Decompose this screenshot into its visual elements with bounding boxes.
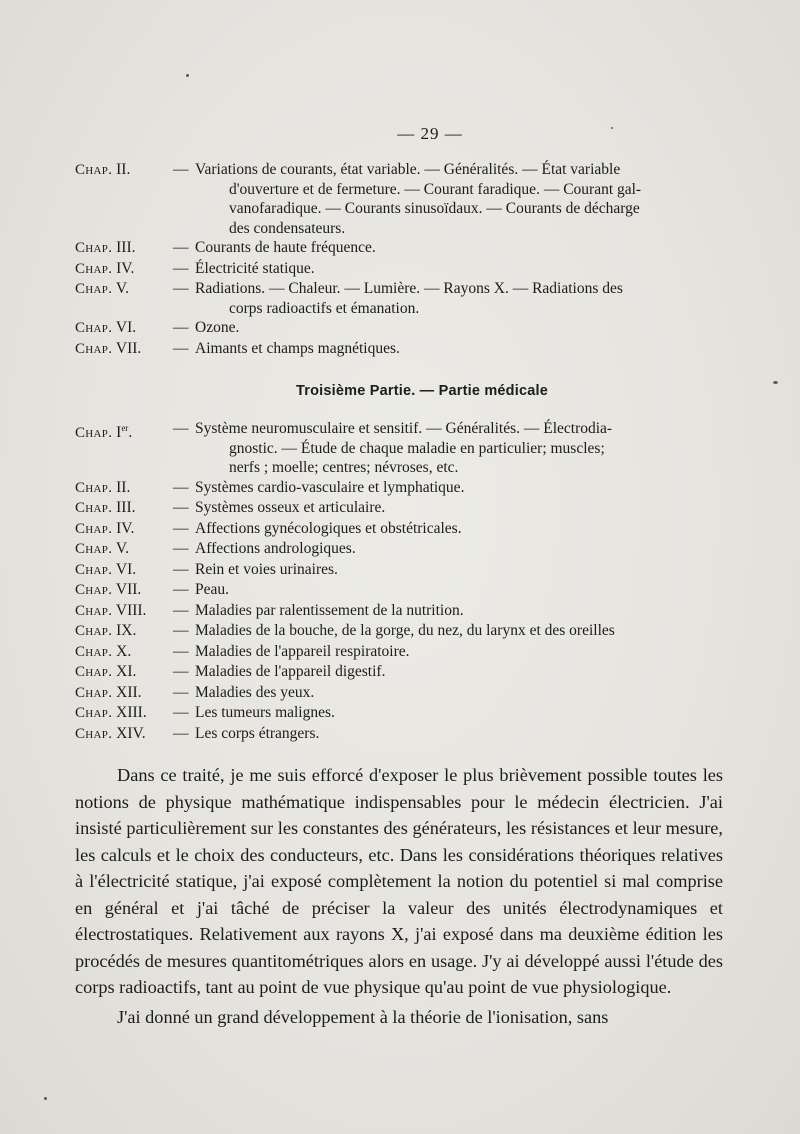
chapter-dash: — — [173, 161, 189, 178]
chapter-title-line: d'ouverture et de fermeture. — Courant faradique. — Courant gal- — [229, 180, 642, 198]
scan-speck — [186, 74, 189, 77]
chapter-title — [195, 724, 735, 744]
chapter-dash: — — [173, 319, 189, 336]
chapter-dash: — — [173, 601, 189, 619]
toc-entry — [75, 419, 735, 478]
toc-entry — [75, 683, 735, 704]
chapter-title-line: vanofaradique. — Courants sinusoïdaux. — Courants de décharge — [229, 200, 640, 217]
chapter-label: Chap. III. — [75, 239, 136, 256]
scan-speck — [44, 1097, 47, 1100]
chapter-title — [195, 560, 735, 580]
toc-entry — [75, 642, 735, 663]
chapter-label: Chap. VII. — [75, 339, 142, 357]
chapter-title — [195, 478, 735, 498]
chapter-title-line: Aimants et champs magnétiques. — [195, 339, 400, 357]
chapter-dash: — — [173, 540, 189, 557]
chapter-title-line: Les tumeurs malignes. — [195, 704, 335, 721]
chapter-title — [195, 279, 735, 318]
toc-entry — [75, 339, 735, 360]
chapter-dash: — — [173, 581, 189, 598]
chapter-dash: — — [173, 642, 189, 660]
chapter-title — [195, 318, 735, 338]
chapter-dash: — — [173, 724, 189, 742]
chapter-title-line: Ozone. — [195, 319, 240, 336]
toc-entry — [75, 539, 735, 560]
toc-entry — [75, 580, 735, 601]
chapter-title — [195, 703, 735, 723]
toc-entry — [75, 560, 735, 581]
chapter-title — [195, 498, 735, 518]
chapter-title-line: Affections andrologiques. — [195, 540, 356, 557]
chapter-title-line: Courants de haute fréquence. — [195, 239, 376, 256]
chapter-title — [195, 539, 735, 559]
chapter-title — [195, 259, 735, 279]
chapter-title-line: Maladies de la bouche, de la gorge, du nez, du larynx et des oreilles — [195, 622, 615, 639]
chapter-title-line: Radiations. — Chaleur. — Lumière. — Rayons X. — Radiations des — [195, 280, 623, 297]
chapter-title-line: gnostic. — Étude de chaque maladie en particulier; muscles; — [229, 439, 605, 457]
chapter-label: Chap. III. — [75, 499, 136, 516]
table-of-contents-part-2 — [75, 160, 735, 359]
toc-entry — [75, 238, 735, 259]
toc-entry — [75, 318, 735, 339]
chapter-title-line: Électricité statique. — [195, 259, 315, 277]
chapter-label: Chap. II. — [75, 478, 131, 496]
chapter-title — [195, 580, 735, 600]
chapter-label: Chap. VI. — [75, 319, 137, 336]
chapter-title-line: corps radioactifs et émanation. — [229, 299, 420, 317]
chapter-title-line: Maladies par ralentissement de la nutrition. — [195, 601, 464, 619]
chapter-dash: — — [173, 259, 189, 277]
toc-entry — [75, 724, 735, 745]
scan-speck — [611, 127, 613, 129]
chapter-dash: — — [173, 239, 189, 256]
toc-entry — [75, 498, 735, 519]
chapter-label: Chap. IX. — [75, 622, 137, 639]
scan-speck — [773, 381, 778, 384]
chapter-dash: — — [173, 420, 189, 437]
toc-entry — [75, 519, 735, 540]
toc-entry — [75, 279, 735, 318]
chapter-title — [195, 621, 735, 641]
toc-entry — [75, 621, 735, 642]
toc-entry — [75, 478, 735, 499]
chapter-dash: — — [173, 683, 189, 701]
chapter-title — [195, 601, 735, 621]
section-heading: Troisième Partie. — Partie médicale — [295, 383, 548, 399]
chapter-label: Chap. VII. — [75, 581, 142, 598]
chapter-label: Chap. II. — [75, 161, 131, 178]
chapter-title — [195, 683, 735, 703]
chapter-label: Chap. V. — [75, 280, 129, 297]
table-of-contents-part-3 — [75, 419, 735, 744]
chapter-title-line: Peau. — [195, 581, 230, 598]
chapter-label: Chap. IV. — [75, 259, 135, 277]
chapter-title-line: Maladies de l'appareil respiratoire. — [195, 642, 410, 660]
chapter-title-line: Les corps étrangers. — [195, 724, 320, 742]
chapter-label: Chap. IV. — [75, 519, 135, 537]
chapter-dash: — — [173, 339, 189, 357]
chapter-dash: — — [173, 560, 189, 578]
chapter-label: Chap. Ier. — [75, 423, 133, 442]
chapter-label: Chap. XII. — [75, 683, 142, 701]
chapter-title-line: Rein et voies urinaires. — [195, 560, 338, 578]
toc-entry — [75, 601, 735, 622]
chapter-title-line: Maladies de l'appareil digestif. — [195, 663, 386, 680]
chapter-title — [195, 642, 735, 662]
body-text — [75, 762, 723, 1030]
chapter-title — [195, 419, 735, 478]
chapter-label: Chap. X. — [75, 642, 132, 660]
chapter-dash: — — [173, 280, 189, 297]
chapter-title-line: nerfs ; moelle; centres; névroses, etc. — [229, 459, 459, 476]
chapter-dash: — — [173, 499, 189, 516]
chapter-dash: — — [173, 519, 189, 537]
chapter-title-line: Variations de courants, état variable. — Généralités. — État variable — [195, 161, 621, 178]
chapter-title-line: Systèmes osseux et articulaire. — [195, 499, 386, 516]
chapter-title — [195, 519, 735, 539]
chapter-title — [195, 662, 735, 682]
chapter-label: Chap. XIII. — [75, 704, 147, 721]
toc-entry — [75, 662, 735, 683]
chapter-title — [195, 238, 735, 258]
chapter-label: Chap. VI. — [75, 560, 137, 578]
chapter-label: Chap. V. — [75, 540, 129, 557]
chapter-title — [195, 339, 735, 359]
chapter-label: Chap. VIII. — [75, 601, 147, 619]
toc-entry — [75, 160, 735, 238]
chapter-label: Chap. XIV. — [75, 724, 146, 742]
chapter-dash: — — [173, 704, 189, 721]
page-number: — 29 — — [397, 124, 463, 143]
chapter-dash: — — [173, 663, 189, 680]
chapter-dash: — — [173, 478, 189, 496]
paragraph: Dans ce traité, je me suis efforcé d'exposer le plus brièvement possible toutes les notions de physique mathématique indispensables pour le médecin électricien. J'ai insisté particulièrement sur les constantes des générateurs, les résistances et leur mesure, les calculs et le choix des conducteurs, etc. Dans les considérations théoriques relatives à l'électricité statique, j'ai exposé complètement la notion du potentiel si mal comprise en général et j'ai tâché de préciser la valeur des unités électrodynamiques et électrostatiques. Relativement aux rayons X, j'ai exposé dans ma deuxième édition les procédés de mesures quantitométriques alors en usage. J'y ai développé aussi l'étude des corps radioactifs, tant au point de vue physique qu'au point de vue physiologique. — [75, 765, 723, 997]
chapter-title-line: des condensateurs. — [229, 219, 346, 237]
paragraph: J'ai donné un grand développement à la théorie de l'ionisation, sans — [117, 1006, 609, 1027]
chapter-dash: — — [173, 622, 189, 639]
toc-entry — [75, 259, 735, 280]
chapter-title-line: Système neuromusculaire et sensitif. — Généralités. — Électrodia- — [195, 420, 613, 437]
chapter-title-line: Maladies des yeux. — [195, 683, 315, 701]
chapter-label: Chap. XI. — [75, 663, 137, 680]
chapter-title-line: Affections gynécologiques et obstétricales. — [195, 519, 462, 537]
chapter-title-line: Systèmes cardio-vasculaire et lymphatique. — [195, 478, 465, 496]
chapter-title — [195, 160, 735, 238]
toc-entry — [75, 703, 735, 724]
